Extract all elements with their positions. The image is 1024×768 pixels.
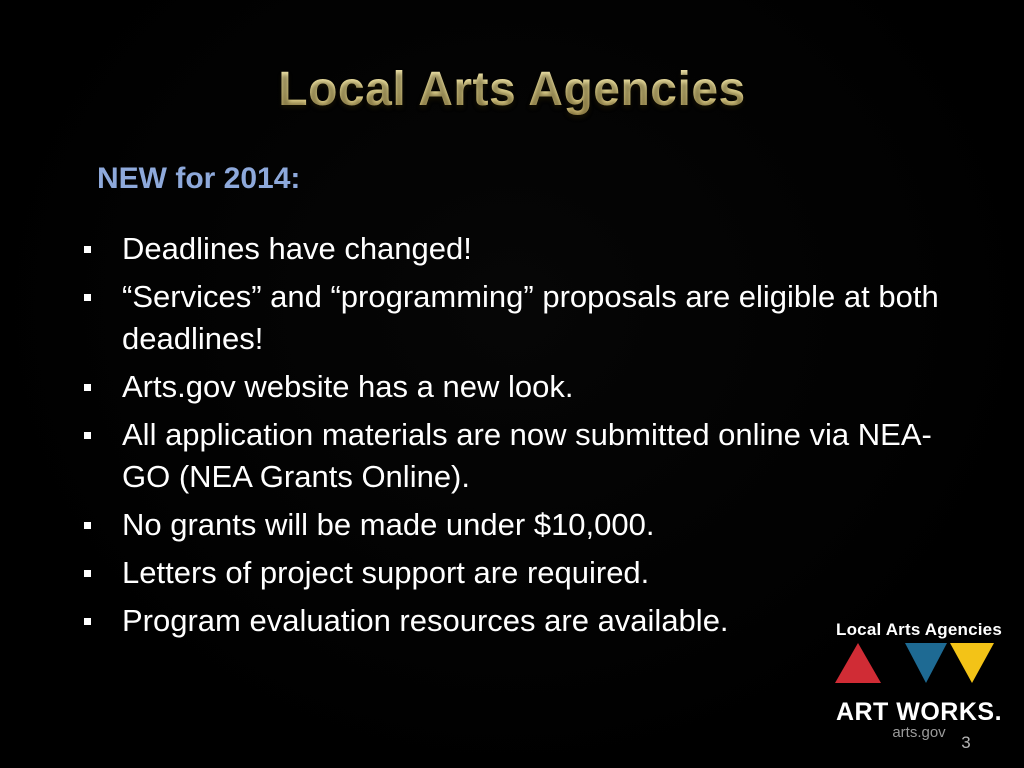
bullet-text: All application materials are now submitted online via NEA-GO (NEA Grants Online). (122, 417, 932, 494)
subtitle-new-for-2014: NEW for 2014: (97, 162, 301, 195)
page-number: 3 (961, 733, 971, 752)
square-bullet-icon (84, 432, 91, 439)
list-item (82, 504, 950, 546)
artworks-wordmark: ART WORKS. (835, 698, 1003, 726)
artsgov-text: arts.gov (892, 724, 946, 741)
list-item (82, 552, 950, 594)
square-bullet-icon (84, 294, 91, 301)
list-item (82, 228, 950, 270)
bullet-list (82, 228, 950, 648)
bullet-text: Letters of project support are required. (122, 555, 650, 590)
slide-title: Local Arts Agencies (0, 62, 1024, 117)
list-item (82, 276, 950, 360)
square-bullet-icon (84, 522, 91, 529)
artworks-logo (828, 618, 1010, 748)
bullet-text: “Services” and “programming” proposals are eligible at both deadlines! (122, 279, 939, 356)
list-item (82, 366, 950, 408)
bullet-text: Arts.gov website has a new look. (122, 369, 574, 404)
triangle-down-yellow-icon (950, 643, 994, 683)
square-bullet-icon (84, 384, 91, 391)
list-item (82, 600, 950, 642)
logo-triangles (828, 643, 1010, 683)
bullet-text: No grants will be made under $10,000. (122, 507, 655, 542)
triangle-up-red-icon (835, 643, 881, 683)
bullet-text: Program evaluation resources are available. (122, 603, 729, 638)
square-bullet-icon (84, 570, 91, 577)
bullet-text: Deadlines have changed! (122, 231, 472, 266)
square-bullet-icon (84, 618, 91, 625)
square-bullet-icon (84, 246, 91, 253)
list-item (82, 414, 950, 498)
triangle-down-blue-icon (905, 643, 947, 683)
logo-title: Local Arts Agencies (836, 620, 1002, 639)
